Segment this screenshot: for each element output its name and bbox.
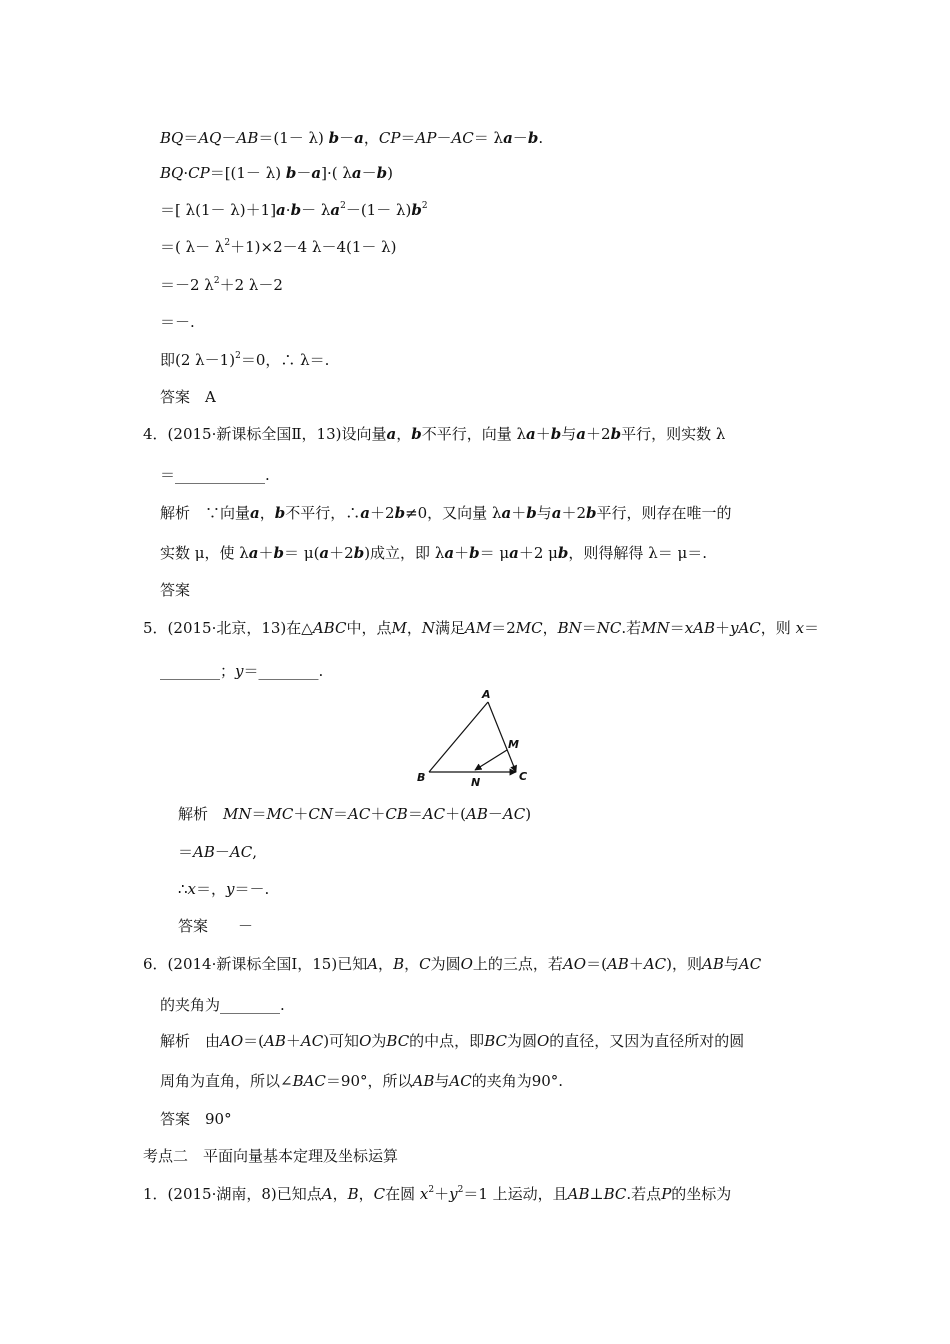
triangle-diagram <box>415 688 537 794</box>
text-segment: 满足 <box>434 619 465 637</box>
text-segment: a <box>311 164 322 182</box>
line-5 <box>160 275 283 295</box>
text-segment: yAC <box>730 619 761 637</box>
text-segment: b <box>290 201 302 219</box>
text-segment: 答案 <box>160 581 191 599</box>
text-segment: 2 <box>224 238 231 248</box>
text-segment: .若点 <box>626 1185 662 1203</box>
text-segment: AB <box>236 129 259 147</box>
text-segment: MN <box>223 805 252 823</box>
text-segment: y <box>226 880 235 898</box>
text-segment: N <box>421 619 435 637</box>
text-segment: 不平行，∴ <box>285 504 361 522</box>
text-segment: 5．(2015·北京，13)在△ <box>143 619 313 637</box>
line-3 <box>160 200 428 220</box>
text-segment: a <box>319 544 330 562</box>
problem-4 <box>143 424 725 444</box>
text-segment: ＝ <box>669 619 685 637</box>
text-segment: b <box>328 129 340 147</box>
text-segment: ＝－. <box>234 880 270 898</box>
text-segment: ＝( <box>586 955 607 973</box>
text-segment: b <box>273 544 285 562</box>
text-segment: ＋ <box>454 544 470 562</box>
text-segment: a <box>386 425 397 443</box>
text-segment: ＝[(1－ λ) <box>209 164 286 182</box>
text-segment: 答案 A <box>160 388 216 406</box>
text-segment: b <box>527 129 539 147</box>
text-segment: ＋2 <box>370 504 395 522</box>
text-segment: O <box>359 1032 372 1050</box>
text-segment: ＋2 λ－2 <box>219 276 283 294</box>
text-segment: － <box>512 129 528 147</box>
text-segment: ＋ <box>434 1185 450 1203</box>
text-segment: ， <box>358 1185 374 1203</box>
text-segment: AC <box>502 805 526 823</box>
text-segment: C <box>419 955 431 973</box>
text-segment: )成立，即 λ <box>364 544 445 562</box>
text-segment: ABC <box>312 619 347 637</box>
text-segment: ＝________. <box>243 662 324 680</box>
line-19 <box>178 916 253 936</box>
text-segment: ＋ <box>535 425 551 443</box>
text-segment: 平行，则实数 λ <box>621 425 726 443</box>
text-segment: b <box>394 504 406 522</box>
text-segment: a <box>276 201 286 219</box>
text-segment: b <box>610 425 622 443</box>
label-a: A <box>482 688 491 701</box>
text-segment: · <box>183 164 189 182</box>
text-segment: b <box>557 544 569 562</box>
label-b: B <box>417 771 426 784</box>
text-segment: 与 <box>723 955 739 973</box>
text-segment: AB <box>264 1032 286 1050</box>
text-segment: 上的三点，若 <box>472 955 563 973</box>
text-segment: 解析 ∵向量 <box>160 504 251 522</box>
text-segment: CP <box>188 164 210 182</box>
text-segment: ≠0，又向量 λ <box>405 504 502 522</box>
text-segment: BC <box>484 1032 507 1050</box>
text-segment: b <box>353 544 365 562</box>
label-c: C <box>519 770 528 783</box>
text-segment: O <box>536 1032 550 1050</box>
text-segment: ＋ <box>258 544 274 562</box>
text-segment: C <box>373 1185 386 1203</box>
text-segment: ＝－2 λ <box>160 276 214 294</box>
text-segment: . <box>538 129 544 147</box>
text-segment: 解析 <box>178 805 224 823</box>
text-segment: b <box>411 425 422 443</box>
text-segment: 考点二 平面向量基本定理及坐标运算 <box>143 1147 399 1165</box>
text-segment: ＋( <box>445 805 467 823</box>
text-segment: · <box>285 201 291 219</box>
text-segment: 不平行，向量 λ <box>421 425 527 443</box>
text-segment: NC <box>596 619 622 637</box>
text-segment: ＝ <box>251 805 267 823</box>
text-segment: AC <box>451 129 474 147</box>
text-segment: AC <box>300 1032 324 1050</box>
text-segment: AB <box>701 955 724 973</box>
line-6 <box>160 312 195 332</box>
text-segment: .若 <box>621 619 642 637</box>
text-segment: ， <box>332 1185 348 1203</box>
text-segment: BN <box>557 619 582 637</box>
text-segment: b <box>550 425 562 443</box>
text-segment: 即(2 λ－1) <box>160 351 236 369</box>
text-segment: b <box>376 164 388 182</box>
text-segment: BQ <box>160 164 184 182</box>
label-m: M <box>508 738 519 751</box>
text-segment: AB <box>193 843 215 861</box>
text-segment: ＋ <box>511 504 527 522</box>
text-segment: ， <box>396 425 412 443</box>
text-segment: ＝[ λ(1－ λ)＋1] <box>160 201 277 219</box>
problem-6 <box>143 954 761 974</box>
text-segment: y <box>235 662 244 680</box>
text-segment: － λ <box>301 201 331 219</box>
text-segment: ＋2 μ <box>518 544 558 562</box>
text-segment: AC <box>738 955 762 973</box>
text-segment: ＝ <box>400 129 416 147</box>
line-21 <box>160 995 285 1015</box>
text-segment: a <box>330 201 341 219</box>
text-segment: 在圆 <box>385 1185 420 1203</box>
line-4 <box>160 237 397 257</box>
text-segment: a <box>503 129 513 147</box>
text-segment: ， <box>406 619 422 637</box>
text-segment: CP <box>378 129 401 147</box>
text-segment: M <box>391 619 407 637</box>
text-segment: a <box>248 544 259 562</box>
text-segment: ＝ μ <box>479 544 510 562</box>
text-segment: ＝ <box>178 843 194 861</box>
text-segment: a <box>526 425 536 443</box>
text-segment: ＝(1－ λ) <box>258 129 329 147</box>
text-segment: 2 <box>340 201 346 211</box>
text-segment: AQ <box>198 129 222 147</box>
text-segment: ＋ <box>285 1032 301 1050</box>
side-ac <box>488 702 516 772</box>
problem-5 <box>143 618 819 638</box>
problem-1 <box>143 1184 731 1204</box>
text-segment: ， <box>542 619 558 637</box>
text-segment: ＝( λ－ λ <box>160 238 225 256</box>
text-segment: a <box>576 425 587 443</box>
text-segment: ＝1 上运动，且 <box>463 1185 568 1203</box>
text-segment: AM <box>464 619 492 637</box>
text-segment: B <box>347 1185 359 1203</box>
text-segment: 1．(2015·湖南，8)已知点 <box>143 1185 322 1203</box>
line-8 <box>160 387 216 407</box>
text-segment: ＝0，∴ λ＝. <box>240 351 330 369</box>
text-segment: )可知 <box>323 1032 360 1050</box>
text-segment: － <box>221 129 237 147</box>
text-segment: y <box>449 1185 458 1203</box>
text-segment: AO <box>562 955 587 973</box>
text-segment: － <box>214 843 230 861</box>
text-segment: －(1－ λ) <box>345 201 412 219</box>
text-segment: x <box>795 619 805 637</box>
line-1 <box>160 128 543 148</box>
text-segment: , <box>252 843 257 861</box>
label-n: N <box>471 776 481 789</box>
text-segment: AC <box>348 805 371 823</box>
line-18 <box>178 879 269 899</box>
text-segment: AC <box>643 955 667 973</box>
text-segment: CB <box>385 805 408 823</box>
text-segment: － <box>296 164 312 182</box>
text-segment: 的夹角为90°. <box>471 1072 564 1090</box>
text-segment: ＋1)×2－4 λ－4(1－ λ) <box>230 238 397 256</box>
text-segment: ＝ λ <box>473 129 504 147</box>
text-segment: AB <box>466 805 488 823</box>
text-segment: ＋ <box>714 619 730 637</box>
text-segment: 2 <box>421 201 428 211</box>
text-segment: ， <box>404 955 420 973</box>
text-segment: ＋2 <box>329 544 354 562</box>
text-segment: 的直径，又因为直径所对的圆 <box>549 1032 745 1050</box>
text-segment: ，则得解得 λ＝ μ＝. <box>568 544 707 562</box>
text-segment: ＝， <box>196 880 227 898</box>
text-segment: P <box>661 1185 672 1203</box>
text-segment: 2 <box>428 1185 435 1195</box>
text-segment: 2 <box>457 1185 464 1195</box>
text-segment: a <box>444 544 455 562</box>
text-segment: MC <box>515 619 543 637</box>
text-segment: x <box>419 1185 429 1203</box>
text-segment: BQ <box>160 129 184 147</box>
line-17 <box>178 842 257 862</box>
text-segment: AB <box>412 1072 435 1090</box>
text-segment: AC <box>229 843 253 861</box>
text-segment: 的夹角为________. <box>160 996 285 1014</box>
text-segment: a <box>354 129 364 147</box>
text-segment: BC <box>603 1185 627 1203</box>
text-segment: AC <box>422 805 446 823</box>
text-segment: A <box>321 1185 333 1203</box>
line-7 <box>160 350 329 370</box>
line-16 <box>178 804 531 824</box>
text-segment: A <box>367 955 379 973</box>
text-segment: 与 <box>434 1072 450 1090</box>
text-segment: b <box>274 504 286 522</box>
text-segment: ＋2 <box>586 425 611 443</box>
text-segment: ＋ <box>628 955 644 973</box>
text-segment: 的中点，即 <box>409 1032 485 1050</box>
text-segment: AB <box>567 1185 590 1203</box>
text-segment: 周角为直角，所以∠ <box>160 1072 293 1090</box>
text-segment: ) <box>387 164 393 182</box>
text-segment: a <box>501 504 512 522</box>
text-segment: MN <box>641 619 670 637</box>
text-segment: 4．(2015·新课标全国Ⅱ，13)设向量 <box>143 425 387 443</box>
text-segment: B <box>393 955 405 973</box>
text-segment: 答案 90° <box>160 1110 232 1128</box>
line-23 <box>160 1071 563 1091</box>
text-segment: ，则 <box>760 619 796 637</box>
text-segment: ＋2 <box>561 504 586 522</box>
text-segment: a <box>250 504 260 522</box>
line-11 <box>160 503 732 523</box>
text-segment: ＋ <box>370 805 386 823</box>
text-segment: ＝ μ( <box>284 544 320 562</box>
text-segment: 2 <box>213 276 220 286</box>
text-segment: ]·( λ <box>321 164 352 182</box>
side-ab <box>429 702 488 772</box>
text-segment: ＝____________. <box>160 466 270 484</box>
triangle-figure <box>415 688 537 794</box>
vector-mn <box>475 750 507 770</box>
text-segment: ＝90°，所以 <box>325 1072 413 1090</box>
text-segment: － <box>361 164 377 182</box>
text-segment: AC <box>449 1072 472 1090</box>
text-segment: － <box>339 129 355 147</box>
text-segment: ∴ <box>178 880 188 898</box>
text-segment: BC <box>386 1032 410 1050</box>
text-segment: b <box>586 504 597 522</box>
text-segment: ) <box>525 805 532 823</box>
text-segment: ＋ <box>293 805 309 823</box>
text-segment: 为圆 <box>506 1032 537 1050</box>
text-segment: BAC <box>292 1072 326 1090</box>
line-13 <box>160 580 190 600</box>
text-segment: ＝ <box>407 805 423 823</box>
text-segment: x <box>187 880 197 898</box>
text-segment: ， <box>259 504 275 522</box>
text-segment: ＝ <box>183 129 199 147</box>
text-segment: a <box>551 504 562 522</box>
text-segment: b <box>469 544 480 562</box>
text-segment: 2 <box>235 351 241 361</box>
text-segment: 为圆 <box>430 955 461 973</box>
text-segment: 为 <box>371 1032 387 1050</box>
text-segment: AO <box>220 1032 244 1050</box>
text-segment: a <box>360 504 371 522</box>
text-segment: AB <box>606 955 629 973</box>
text-segment: xAB <box>684 619 715 637</box>
text-segment: ________； <box>160 662 236 680</box>
line-22 <box>160 1031 744 1051</box>
text-segment: ⊥ <box>589 1185 604 1203</box>
text-segment: 与 <box>561 425 577 443</box>
line-15 <box>160 661 323 681</box>
text-segment: 实数 μ，使 λ <box>160 544 249 562</box>
text-segment: ＝ <box>804 619 820 637</box>
text-segment: CN <box>308 805 333 823</box>
text-segment: b <box>526 504 537 522</box>
text-segment: )，则 <box>666 955 702 973</box>
text-segment: b <box>411 201 422 219</box>
text-segment: a <box>509 544 519 562</box>
text-segment: 答案 － <box>178 917 254 935</box>
text-segment: ， <box>378 955 394 973</box>
text-segment: ＝－. <box>160 313 195 331</box>
text-segment: MC <box>266 805 294 823</box>
text-segment: ＝ <box>581 619 597 637</box>
text-segment: 解析 由 <box>160 1032 221 1050</box>
text-segment: 的坐标为 <box>671 1185 732 1203</box>
line-2 <box>160 163 393 183</box>
text-segment: 与 <box>536 504 552 522</box>
text-segment: 6．(2014·新课标全国Ⅰ，15)已知 <box>143 955 368 973</box>
text-segment: AP <box>415 129 437 147</box>
line-24 <box>160 1109 232 1129</box>
line-12 <box>160 543 707 563</box>
line-10 <box>160 465 270 485</box>
section-heading <box>143 1146 398 1166</box>
text-segment: a <box>351 164 362 182</box>
text-segment: ， <box>363 129 379 147</box>
text-segment: － <box>436 129 452 147</box>
text-segment: ＝ <box>332 805 348 823</box>
text-segment: 平行，则存在唯一的 <box>596 504 732 522</box>
text-segment: ＝( <box>243 1032 265 1050</box>
text-segment: 中，点 <box>346 619 392 637</box>
text-segment: O <box>460 955 473 973</box>
text-segment: － <box>487 805 503 823</box>
text-segment: ＝2 <box>491 619 516 637</box>
text-segment: b <box>285 164 297 182</box>
